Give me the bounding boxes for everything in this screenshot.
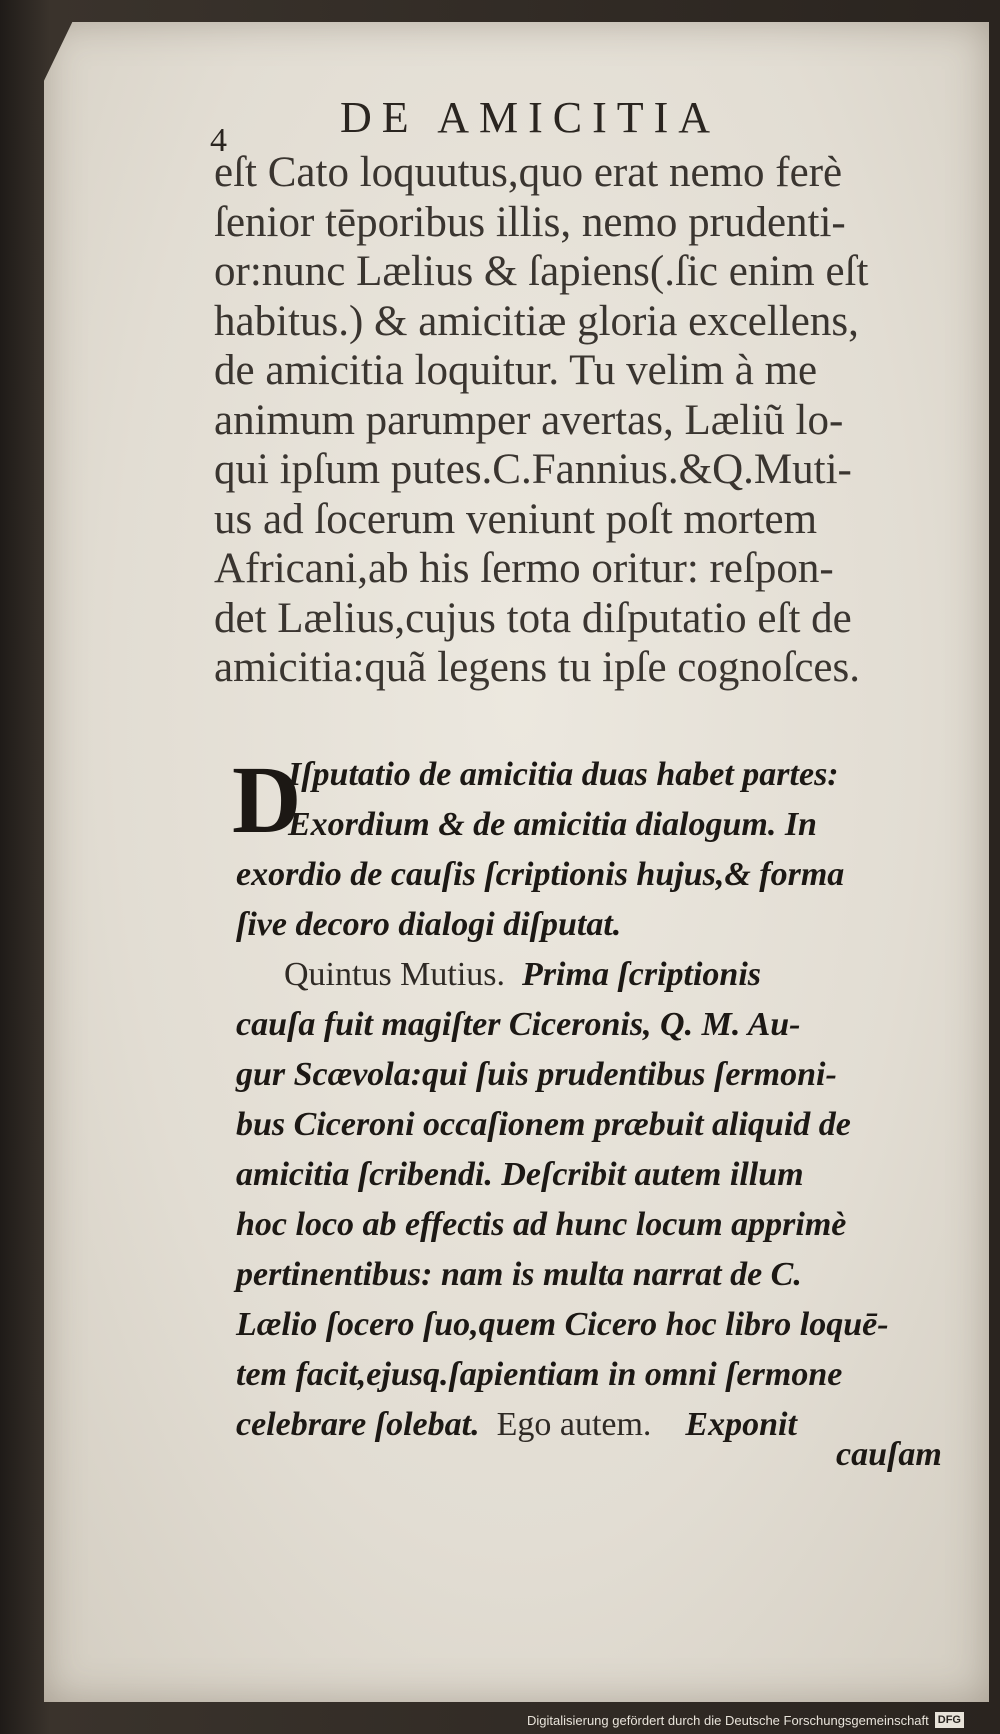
credit-text: Digitalisierung gefördert durch die Deutsche Forschungsgemeinschaft: [526, 1712, 929, 1728]
commentary-line: pertinentibus: nam is multa narrat de C.: [236, 1256, 802, 1293]
commentary-line: gur Scævola:qui ſuis prudentibus ſermoni-: [236, 1056, 837, 1093]
page-number: 4: [210, 122, 227, 159]
footer-credit: [527, 1710, 964, 1730]
commentary-line: bus Ciceroni occaſionem præbuit aliquid de: [236, 1106, 851, 1143]
commentary-block: [236, 750, 936, 1450]
text-line: qui ipſum putes.C.Fannius.&Q.Muti-: [214, 446, 852, 493]
text-line: animum parumper avertas, Læliũ lo-: [214, 396, 844, 444]
text-line: de amicitia loquitur. Tu velim à me: [214, 347, 818, 394]
lemma: Quintus Mutius.: [284, 956, 506, 993]
text-line: us ad ſocerum veniunt poſt mortem: [214, 495, 818, 543]
commentary-text: Exponit: [685, 1406, 797, 1443]
drop-cap: D: [232, 746, 302, 853]
commentary-line: Exordium & de amicitia dialogum. In: [288, 806, 817, 843]
dfg-logo: DFG: [935, 1712, 964, 1728]
commentary-line: exordio de cauſis ſcriptionis hujus,& forma: [236, 856, 845, 893]
commentary-line: cauſa fuit magiſter Ciceronis, Q. M. Au-: [236, 1006, 801, 1043]
commentary-text: Prima ſcriptionis: [522, 956, 762, 993]
main-text-block: [214, 148, 934, 693]
commentary-line: Lælio ſocero ſuo,quem Cicero hoc libro loquē-: [236, 1306, 889, 1343]
text-line: or:nunc Lælius & ſapiens(.ſic enim eſt: [214, 248, 869, 295]
text-line: amicitia:quã legens tu ipſe cognoſces.: [214, 644, 860, 691]
commentary-line: ſive decoro dialogi diſputat.: [236, 906, 622, 943]
commentary-line: amicitia ſcribendi. Deſcribit autem illum: [236, 1156, 804, 1193]
text-line: eſt Cato loquutus,quo erat nemo ferè: [214, 149, 843, 196]
lemma: Ego autem.: [496, 1406, 652, 1443]
commentary-line: Iſputatio de amicitia duas habet partes:: [288, 756, 839, 793]
text-line: Africani,ab his ſermo oritur: reſpon-: [214, 545, 834, 592]
commentary-line: tem facit,ejusq.ſapientiam in omni ſermone: [236, 1356, 843, 1393]
text-line: habitus.) & amicitiæ gloria excellens,: [214, 297, 859, 345]
text-line: det Lælius,cujus tota diſputatio eſt de: [214, 594, 852, 642]
page-title: DE AMICITIA: [340, 93, 721, 142]
text-line: ſenior tēporibus illis, nemo prudenti-: [214, 198, 846, 246]
commentary-text: celebrare ſolebat.: [236, 1406, 480, 1443]
commentary-line: hoc loco ab effectis ad hunc locum apprimè: [236, 1206, 847, 1243]
commentary-line: [236, 950, 936, 1000]
drop-cap-lines: [236, 750, 936, 850]
commentary-line: [236, 1400, 936, 1450]
running-head: [210, 92, 910, 159]
catchword: cauſam: [836, 1436, 942, 1473]
